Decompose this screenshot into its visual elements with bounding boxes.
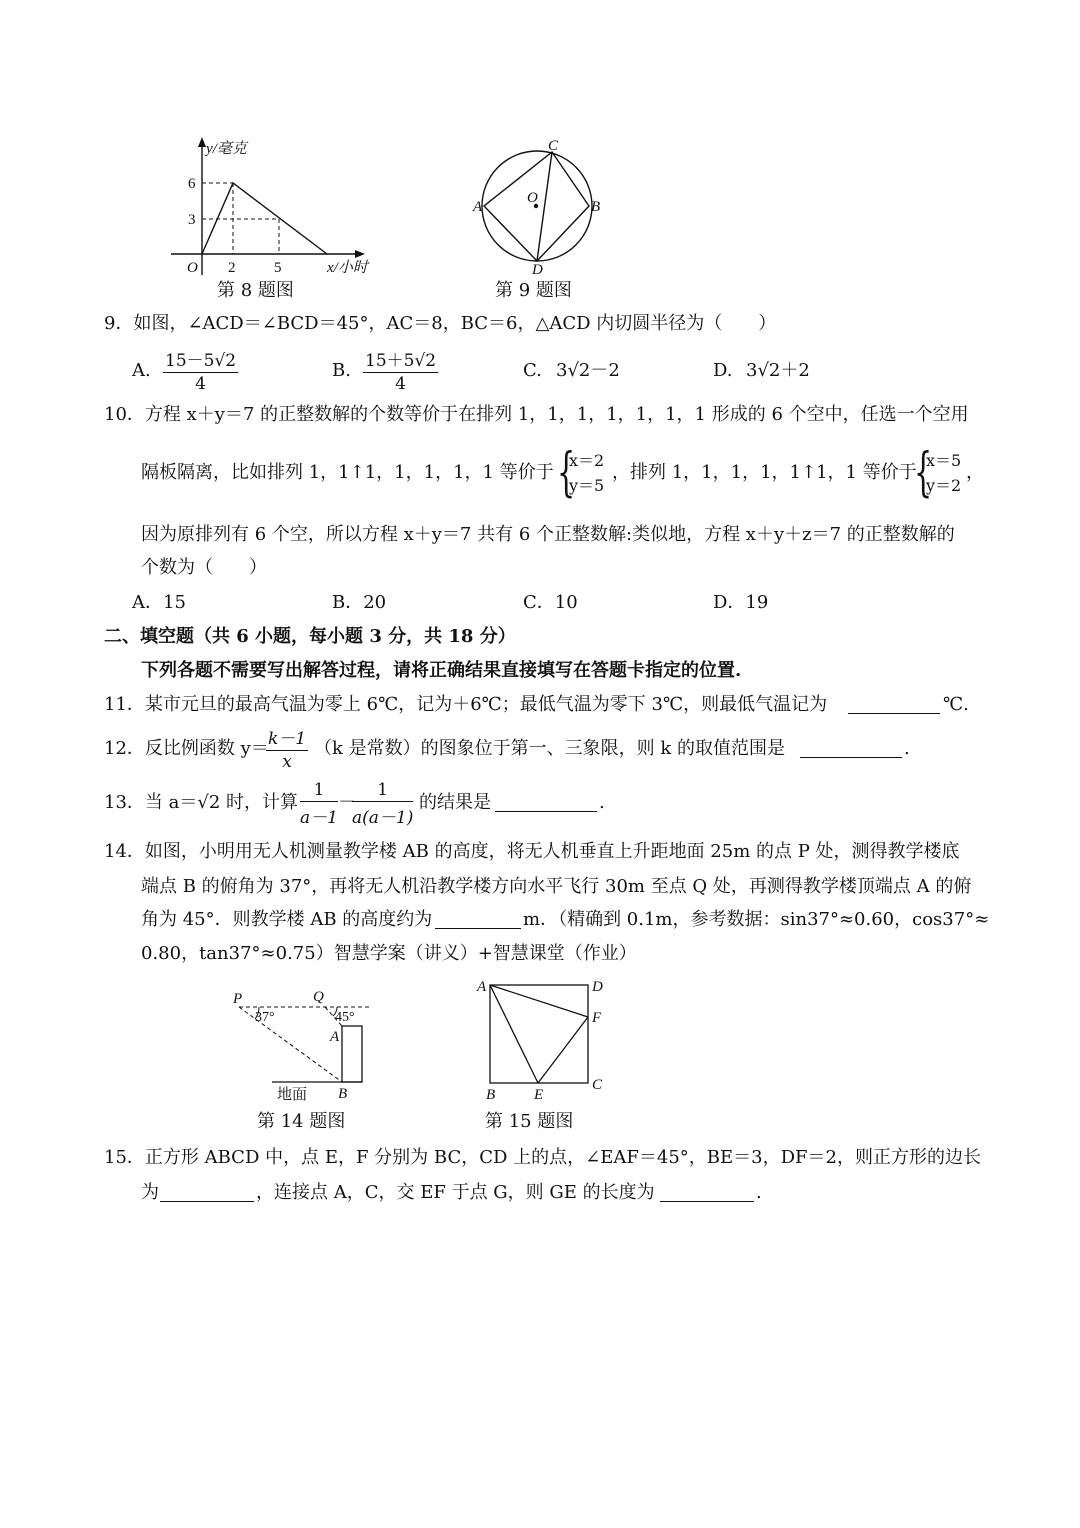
- q9-option-c-letter: C.: [523, 360, 542, 381]
- label-angle-37: 37°: [255, 1010, 275, 1025]
- q14-line1: 14．如图，小明用无人机测量教学楼 AB 的高度，将无人机垂直上升距地面 25m 的点 P 处，测得教学楼底: [104, 841, 960, 862]
- section-2-instruction: 下列各题不需要写出解答过程，请将正确结果直接填写在答题卡指定的位置.: [141, 660, 742, 681]
- q15-line2c: .: [756, 1182, 762, 1203]
- q9-option-b-denominator: 4: [395, 374, 406, 394]
- figure-15-caption: 第 15 题图: [485, 1111, 574, 1132]
- q9-option-b-fraction: [363, 346, 438, 394]
- q10-line4: 个数为（ ）: [141, 557, 267, 578]
- q9-option-b-letter: B.: [332, 360, 351, 381]
- q14-line3b: m．（精确到 0.1m，参考数据：sin37°≈0.60，cos37°≈: [523, 909, 990, 930]
- figure-9-caption: 第 9 题图: [495, 280, 572, 301]
- q13-f1-denominator: a－1: [300, 808, 338, 828]
- q12-numerator: k－1: [268, 729, 307, 749]
- q10-option-b: B．20: [332, 592, 387, 613]
- y-tick-3: 3: [188, 212, 196, 228]
- label-a: A: [477, 979, 487, 995]
- q10-sys2-eq1: x＝5: [926, 451, 962, 470]
- q13-f1-numerator: 1: [313, 780, 325, 800]
- q9-stem: 9．如图，∠ACD＝∠BCD＝45°，AC＝8，BC＝6，△ACD 内切圆半径为（ ）: [104, 313, 777, 334]
- q9-option-d-letter: D.: [713, 360, 733, 381]
- segment-af: [490, 985, 588, 1017]
- label-angle-45: 45°: [335, 1010, 355, 1025]
- q14-line3a: 角为 45°．则教学楼 AB 的高度约为: [141, 909, 433, 930]
- q13-answer-blank[interactable]: [495, 790, 597, 812]
- q10-sys2-eq2: y＝2: [926, 476, 962, 495]
- label-f: F: [592, 1010, 602, 1026]
- q10-line2c: ，: [966, 462, 984, 483]
- label-c: C: [548, 140, 559, 154]
- q12-fraction: [266, 724, 308, 772]
- q10-option-c: C．10: [523, 592, 578, 613]
- q13-tail: .: [599, 792, 605, 813]
- q13-post: 的结果是: [419, 792, 491, 813]
- label-d: D: [532, 262, 543, 275]
- q13-fraction-1: [300, 780, 338, 828]
- q15-line2b: ，连接点 A，C，交 EF 于点 G，则 GE 的长度为: [256, 1182, 655, 1203]
- figure-14: [225, 985, 385, 1105]
- section-2-title: 二、填空题（共 6 小题，每小题 3 分，共 18 分）: [104, 626, 516, 647]
- q15-answer-blank-1[interactable]: [160, 1180, 254, 1202]
- label-b: B: [486, 1087, 496, 1103]
- label-c: C: [592, 1077, 603, 1093]
- q14-answer-blank[interactable]: [435, 907, 521, 929]
- label-e: E: [534, 1087, 544, 1103]
- label-b: B: [338, 1086, 348, 1102]
- q14-line2: 端点 B 的俯角为 37°，再将无人机沿教学楼方向水平飞行 30m 至点 Q 处，再测得教学楼顶端点 A 的俯: [141, 876, 972, 897]
- segment-ae: [490, 985, 538, 1083]
- label-d: D: [592, 979, 603, 995]
- label-o: O: [527, 190, 538, 206]
- q9-option-c-text: 3√2－2: [556, 360, 620, 381]
- q11-tail: ℃.: [943, 694, 969, 715]
- q12-tail: .: [904, 738, 910, 759]
- q9-option-a-letter: A.: [132, 360, 151, 381]
- figure-9: [470, 140, 610, 275]
- q9-option-b-numerator: 15＋5√2: [365, 351, 437, 371]
- q11-text: 11．某市元旦的最高气温为零上 6℃，记为＋6℃；最低气温为零下 3℃，则最低气温记为: [104, 694, 828, 715]
- q12-answer-blank[interactable]: [800, 736, 902, 758]
- q12-denominator: x: [282, 752, 292, 772]
- q10-line3: 因为原排列有 6 个空，所以方程 x＋y＝7 共有 6 个正整数解:类似地，方程 x＋y＋z＝7 的正整数解的: [141, 524, 955, 545]
- figure-8-caption: 第 8 题图: [217, 280, 294, 301]
- q10-option-d: D．19: [713, 592, 769, 613]
- figure-8: [165, 135, 385, 285]
- diagonal-cd: [537, 152, 552, 261]
- x-tick-2: 2: [228, 260, 236, 276]
- q15-line1: 15．正方形 ABCD 中，点 E，F 分别为 BC，CD 上的点，∠EAF＝45°，BE＝3，DF＝2，则正方形的边长: [104, 1147, 981, 1168]
- label-b: B: [591, 199, 601, 215]
- segment-ef: [538, 1017, 588, 1083]
- q13-pre: 13．当 a＝√2 时，计算: [104, 792, 299, 813]
- origin-label: O: [187, 260, 198, 276]
- q12-post: （k 是常数）的图象位于第一、三象限，则 k 的取值范围是: [314, 738, 785, 759]
- q9-option-a-fraction: [163, 346, 238, 394]
- q13-f2-numerator: 1: [377, 780, 389, 800]
- q10-sys1-eq1: x＝2: [569, 451, 605, 470]
- y-axis-arrow-icon: [198, 137, 206, 147]
- figure-14-caption: 第 14 题图: [257, 1111, 346, 1132]
- label-ground: 地面: [277, 1087, 308, 1103]
- label-q: Q: [313, 989, 324, 1005]
- square-abcd: [490, 985, 588, 1083]
- label-a: A: [330, 1029, 340, 1045]
- x-axis-label: x/小时: [327, 260, 368, 276]
- q10-system-2: { x＝5 y＝2: [914, 443, 962, 503]
- building: [342, 1026, 362, 1082]
- y-axis-label: y/毫克: [206, 141, 247, 157]
- q9-option-d-text: 3√2＋2: [746, 360, 810, 381]
- q10-system-1: { x＝2 y＝5: [557, 443, 605, 503]
- q14-line4: 0.80，tan37°≈0.75）智慧学案（讲义）+智慧课堂（作业）: [141, 943, 637, 964]
- q10-line2b: ，排列 1，1，1，1，1↑1，1 等价于: [612, 462, 917, 483]
- q10-line1: 10．方程 x＋y＝7 的正整数解的个数等价于在排列 1，1，1，1，1，1，1 形成的 6 个空中，任选一个空用: [104, 404, 969, 425]
- q13-minus: －: [338, 792, 356, 813]
- x-tick-5: 5: [274, 260, 282, 276]
- y-tick-6: 6: [188, 176, 196, 192]
- q15-line2a: 为: [141, 1182, 159, 1203]
- q12-pre: 12．反比例函数 y＝: [104, 738, 269, 759]
- q13-fraction-2: [352, 780, 413, 828]
- label-a: A: [473, 199, 483, 215]
- q10-option-a: A．15: [132, 592, 186, 613]
- graph-line: [202, 183, 327, 254]
- q13-f2-denominator: a(a－1): [352, 808, 414, 828]
- q11-answer-blank[interactable]: [848, 692, 940, 714]
- q10-sys1-eq2: y＝5: [569, 476, 605, 495]
- label-p: P: [233, 991, 243, 1007]
- figure-15: [472, 975, 612, 1105]
- q10-line2a: 隔板隔离，比如排列 1，1↑1，1，1，1，1 等价于: [141, 462, 554, 483]
- q15-answer-blank-2[interactable]: [660, 1180, 754, 1202]
- q9-option-a-denominator: 4: [195, 374, 206, 394]
- q9-option-a-numerator: 15－5√2: [165, 351, 237, 371]
- x-axis-arrow-icon: [355, 250, 365, 258]
